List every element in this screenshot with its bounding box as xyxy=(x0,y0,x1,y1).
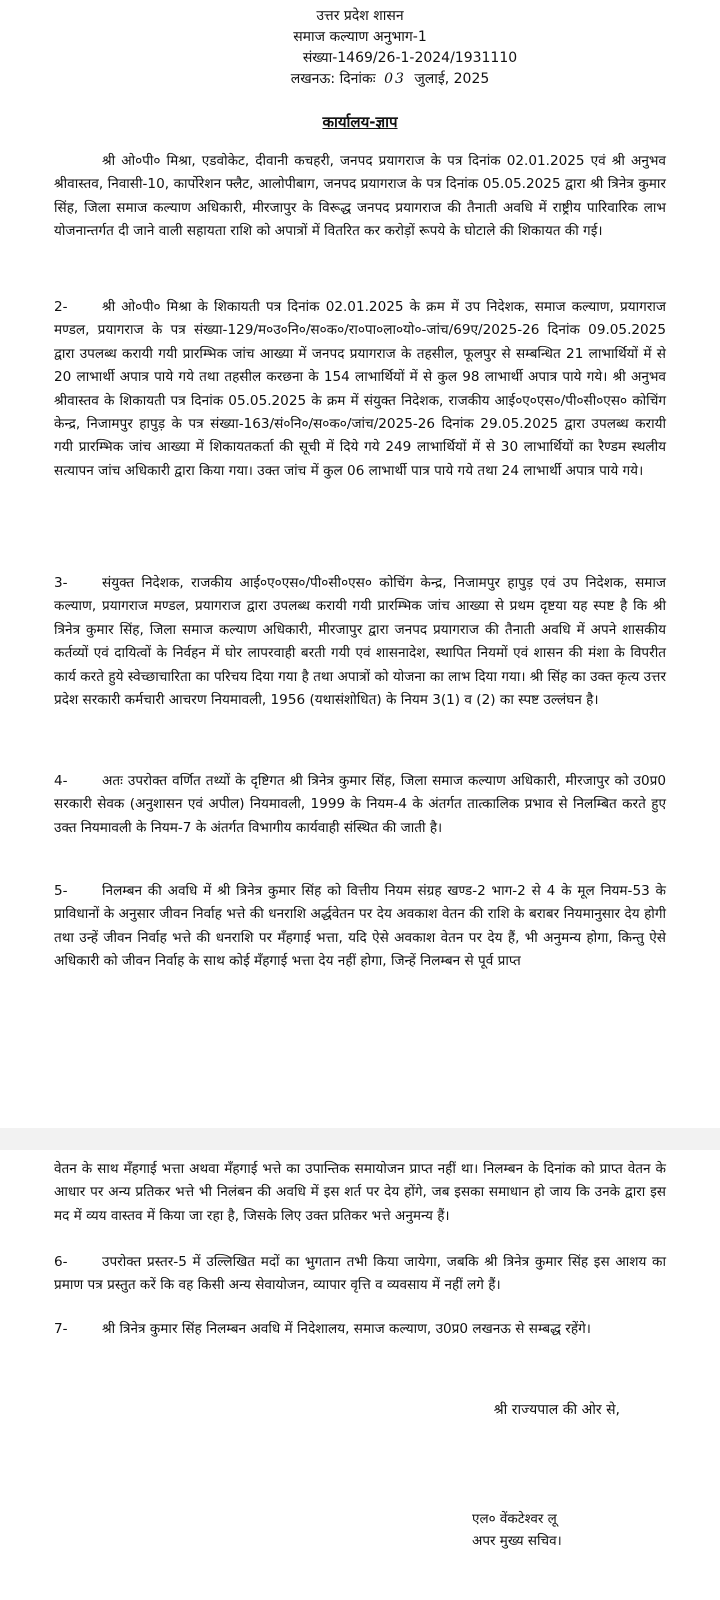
paragraph-7-number: 7- xyxy=(54,1321,68,1337)
paragraph-2-text: श्री ओ०पी० मिश्रा के शिकायती पत्र दिनांक 02.01.2025 के क्रम में उप निदेशक, समाज कल्याण, प्रयागराज मण्डल, प्रयागराज के पत्र संख्या-129/म०उ०नि०/स०क०/रा०पा०ला०यो०-जांच/69ए/2025-26 दिनांक 09.05.2025 द्वारा उपलब्ध करायी गयी प्रारम्भिक जांच आख्या में जनपद प्रयागराज के तहसील, फूलपुर से सम्बन्धित 21 लाभार्थियों में से 20 लाभार्थी अपात्र पाये गये तथा तहसील करछना के 154 लाभार्थियों में से कुल 98 लाभार्थी अपात्र पाये गये। श्री अनुभव श्रीवास्तव के शिकायती पत्र दिनांक 05.05.2025 के क्रम में संयुक्त निदेशक, राजकीय आई०ए०एस०/पी०सी०एस० कोचिंग केन्द्र, निजामपुर हापुड़ के पत्र संख्या-163/सं०नि०/स०क०/जांच/2025-26 दिनांक 29.05.2025 द्वारा उपलब्ध करायी गयी प्रारम्भिक जांच आख्या में शिकायतकर्ता की सूची में दिये गये 249 लाभार्थियों में से 30 लाभार्थियों का रैण्डम स्थलीय सत्यापन जांच अधिकारी द्वारा किया गया। उक्त जांच में कुल 06 लाभार्थी पात्र पाये गये तथा 24 लाभार्थी अपात्र पाये गये। xyxy=(54,299,666,479)
paragraph-2-number: 2- xyxy=(54,299,68,315)
paragraph-7 xyxy=(54,1318,666,1341)
department-name: समाज कल्याण अनुभाग-1 xyxy=(293,29,427,45)
date-prefix: लखनऊ: दिनांकः xyxy=(290,71,376,87)
document-title: कार्यालय-ज्ञाप xyxy=(322,113,398,131)
paragraph-5-number: 5- xyxy=(54,883,68,899)
document-page-2 xyxy=(0,1150,720,1600)
paragraph-5-continued: वेतन के साथ मँहगाई भत्ता अथवा मँहगाई भत्ते का उपान्तिक समायोजन प्राप्त नहीं था। निलम्बन के दिनांक को प्राप्त वेतन के आधार पर अन्य प्रतिकर भत्ते भी निलंबन की अवधि में इस शर्त पर देय होंगे, जब इसका समाधान हो जाय कि उनके द्वारा इस मद में व्यय वास्तव में किया जा रहा है, जिसके लिए उक्त प्रतिकर भत्ते अनुमन्य हैं। xyxy=(54,1161,666,1224)
paragraph-1 xyxy=(54,150,666,244)
paragraph-3 xyxy=(54,572,666,712)
page-separator xyxy=(0,1128,720,1150)
date-rest: जुलाई, 2025 xyxy=(414,71,490,87)
paragraph-5 xyxy=(54,880,666,974)
paragraph-6-number: 6- xyxy=(54,1254,68,1270)
on-behalf-of-governor: श्री राज्यपाल की ओर से, xyxy=(493,1402,620,1418)
paragraph-4-text: अतः उपरोक्त वर्णित तथ्यों के दृष्टिगत श्री त्रिनेत्र कुमार सिंह, जिला समाज कल्याण अधिकारी, मीरजापुर को उ0प्र0 सरकारी सेवक (अनुशासन एवं अपील) नियमावली, 1999 के नियम-4 के अंतर्गत तात्कालिक प्रभाव से निलम्बित करते हुए उक्त नियमावली के नियम-7 के अंतर्गत विभागीय कार्यवाही संस्थित की जाती है। xyxy=(54,773,666,836)
paragraph-5-text: निलम्बन की अवधि में श्री त्रिनेत्र कुमार सिंह को वित्तीय नियम संग्रह खण्ड-2 भाग-2 से 4 के मूल नियम-53 के प्राविधानों के अनुसार जीवन निर्वाह भत्ते की धनराशि अर्द्धवेतन पर देय अवकाश वेतन की राशि के बराबर नियमानुसार देय होगी तथा उन्हें जीवन निर्वाह भत्ते की धनराशि पर मँहगाई भत्ता, यदि ऐसे अवकाश वेतन पर देय हैं, भी अनुमन्य होगा, किन्तु ऐसे अधिकारी को जीवन निर्वाह के साथ कोई मँहगाई भत्ता देय नहीं होगा, जिन्हें निलम्बन से पूर्व प्राप्त xyxy=(54,883,666,970)
signatory-designation: अपर मुख्य सचिव। xyxy=(472,1533,562,1549)
reference-number: संख्या-1469/26-1-2024/1931110 xyxy=(302,50,518,66)
letter-date xyxy=(0,69,720,90)
signatory-name: एल० वेंकटेश्वर लू xyxy=(472,1511,557,1527)
paragraph-3-text: संयुक्त निदेशक, राजकीय आई०ए०एस०/पी०सी०एस० कोचिंग केन्द्र, निजामपुर हापुड़ एवं उप निदेशक, समाज कल्याण, प्रयागराज मण्डल, प्रयागराज द्वारा उपलब्ध करायी गयी प्रारम्भिक जांच आख्या से प्रथम दृष्टया यह स्पष्ट है कि श्री त्रिनेत्र कुमार सिंह, जिला समाज कल्याण अधिकारी, मीरजापुर द्वारा जनपद प्रयागराज की तैनाती अवधि में अपने शासकीय कर्तव्यों एवं दायित्वों के निर्वहन में घोर लापरवाही बरती गयी एवं शासनादेश, स्थापित नियमों एवं शासन की मंशा के विपरीत कार्य करते हुये स्वेच्छाचारिता का परिचय दिया गया है तथा अपात्रों को योजना का लाभ दिया गया। श्री सिंह का उक्त कृत्य उत्तर प्रदेश सरकारी कर्मचारी आचरण नियमावली, 1956 (यथासंशोधित) के नियम 3(1) व (2) का स्पष्ट उल्लंघन है। xyxy=(54,575,666,709)
paragraph-1-text: श्री ओ०पी० मिश्रा, एडवोकेट, दीवानी कचहरी, जनपद प्रयागराज के पत्र दिनांक 02.01.2025 एवं श्री अनुभव श्रीवास्तव, निवासी-10, कार्पोरेशन फ्लैट, आलोपीबाग, जनपद प्रयागराज के पत्र दिनांक 05.05.2025 द्वारा श्री त्रिनेत्र कुमार सिंह, जिला समाज कल्याण अधिकारी, मीरजापुर के विरूद्ध जनपद प्रयागराज की तैनाती अवधि में राष्ट्रीय पारिवारिक लाभ योजनान्तर्गत दी जाने वाली सहायता राशि को अपात्रों में वितरित कर करोड़ों रूपये के घोटाले की शिकायत की गई। xyxy=(54,153,666,240)
government-name: उत्तर प्रदेश शासन xyxy=(316,8,404,24)
paragraph-7-text: श्री त्रिनेत्र कुमार सिंह निलम्बन अवधि में निदेशालय, समाज कल्याण, उ0प्र0 लखनऊ से सम्बद्ध रहेंगे। xyxy=(102,1321,591,1337)
paragraph-6 xyxy=(54,1251,666,1298)
paragraph-4 xyxy=(54,770,666,840)
paragraph-3-number: 3- xyxy=(54,575,68,591)
paragraph-4-number: 4- xyxy=(54,773,68,789)
paragraph-2 xyxy=(54,296,666,483)
letter-header xyxy=(0,6,720,90)
paragraph-6-text: उपरोक्त प्रस्तर-5 में उल्लिखित मदों का भुगतान तभी किया जायेगा, जबकि श्री त्रिनेत्र कुमार सिंह इस आशय का प्रमाण पत्र प्रस्तुत करें कि वह किसी अन्य सेवायोजन, व्यापार वृत्ति व व्यवसाय में नहीं लगे हैं। xyxy=(54,1254,666,1294)
date-day: 03 xyxy=(384,71,406,87)
signatory-block xyxy=(472,1508,562,1552)
